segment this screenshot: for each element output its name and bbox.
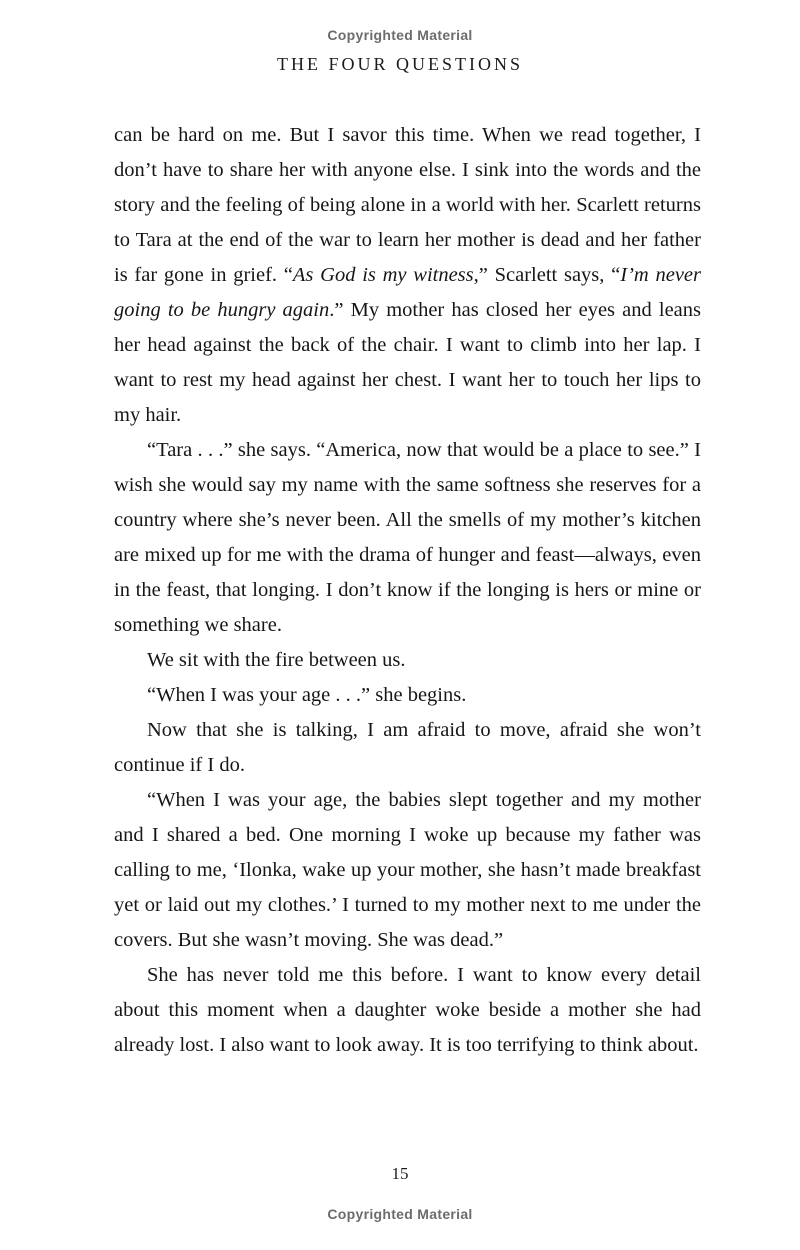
paragraph	[114, 118, 701, 433]
paragraph	[114, 643, 701, 678]
text-segment: She has never told me this before. I want to know every detail about this moment when a daughter woke beside a mother she had already lost. I also want to look away. It is too terrifying to think about.	[114, 964, 701, 1056]
page-body	[114, 118, 701, 1063]
italic-text-segment: I’m never going to be hungry again	[114, 264, 701, 321]
page-number: 15	[391, 1164, 409, 1183]
text-segment: can be hard on me. But I savor this time. When we read together, I don’t have to share her with anyone else. I sink into the words and the story and the feeling of being alone in a world with her. Scarlett returns to Tara at the end of the war to learn her mother is dead and her father is far gone in grief. “	[114, 124, 701, 286]
text-segment: “Tara . . .” she says. “America, now that would be a place to see.” I wish she would say my name with the same softness she reserves for a country where she’s never been. All the smells of my mother’s kitchen are mixed up for me with the drama of hunger and feast—always, even in the feast, that longing. I don’t know if the longing is hers or mine or something we share.	[114, 439, 701, 636]
text-segment: ,” Scarlett says, “	[473, 264, 621, 286]
text-segment: .” My mother has closed her eyes and leans her head against the back of the chair. I want to climb into her lap. I want to rest my head against her chest. I want her to touch her lips to my hair.	[114, 299, 701, 426]
text-segment: Now that she is talking, I am afraid to move, afraid she won’t continue if I do.	[114, 719, 701, 776]
text-segment: “When I was your age . . .” she begins.	[147, 684, 467, 706]
chapter-title: THE FOUR QUESTIONS	[276, 54, 523, 74]
paragraph	[114, 433, 701, 643]
paragraph	[114, 678, 701, 713]
copyright-notice-bottom: Copyrighted Material	[327, 1206, 473, 1222]
paragraph	[114, 713, 701, 783]
text-segment: We sit with the fire between us.	[147, 649, 406, 671]
italic-text-segment: As God is my witness	[292, 264, 474, 286]
copyright-notice-top: Copyrighted Material	[327, 27, 473, 43]
text-segment: “When I was your age, the babies slept together and my mother and I shared a bed. One morning I woke up because my father was calling to me, ‘Ilonka, wake up your mother, she hasn’t made breakfast yet or laid out my clothes.’ I turned to my mother next to me under the covers. But she wasn’t moving. She was dead.”	[114, 789, 701, 951]
paragraph	[114, 783, 701, 958]
paragraph	[114, 958, 701, 1063]
